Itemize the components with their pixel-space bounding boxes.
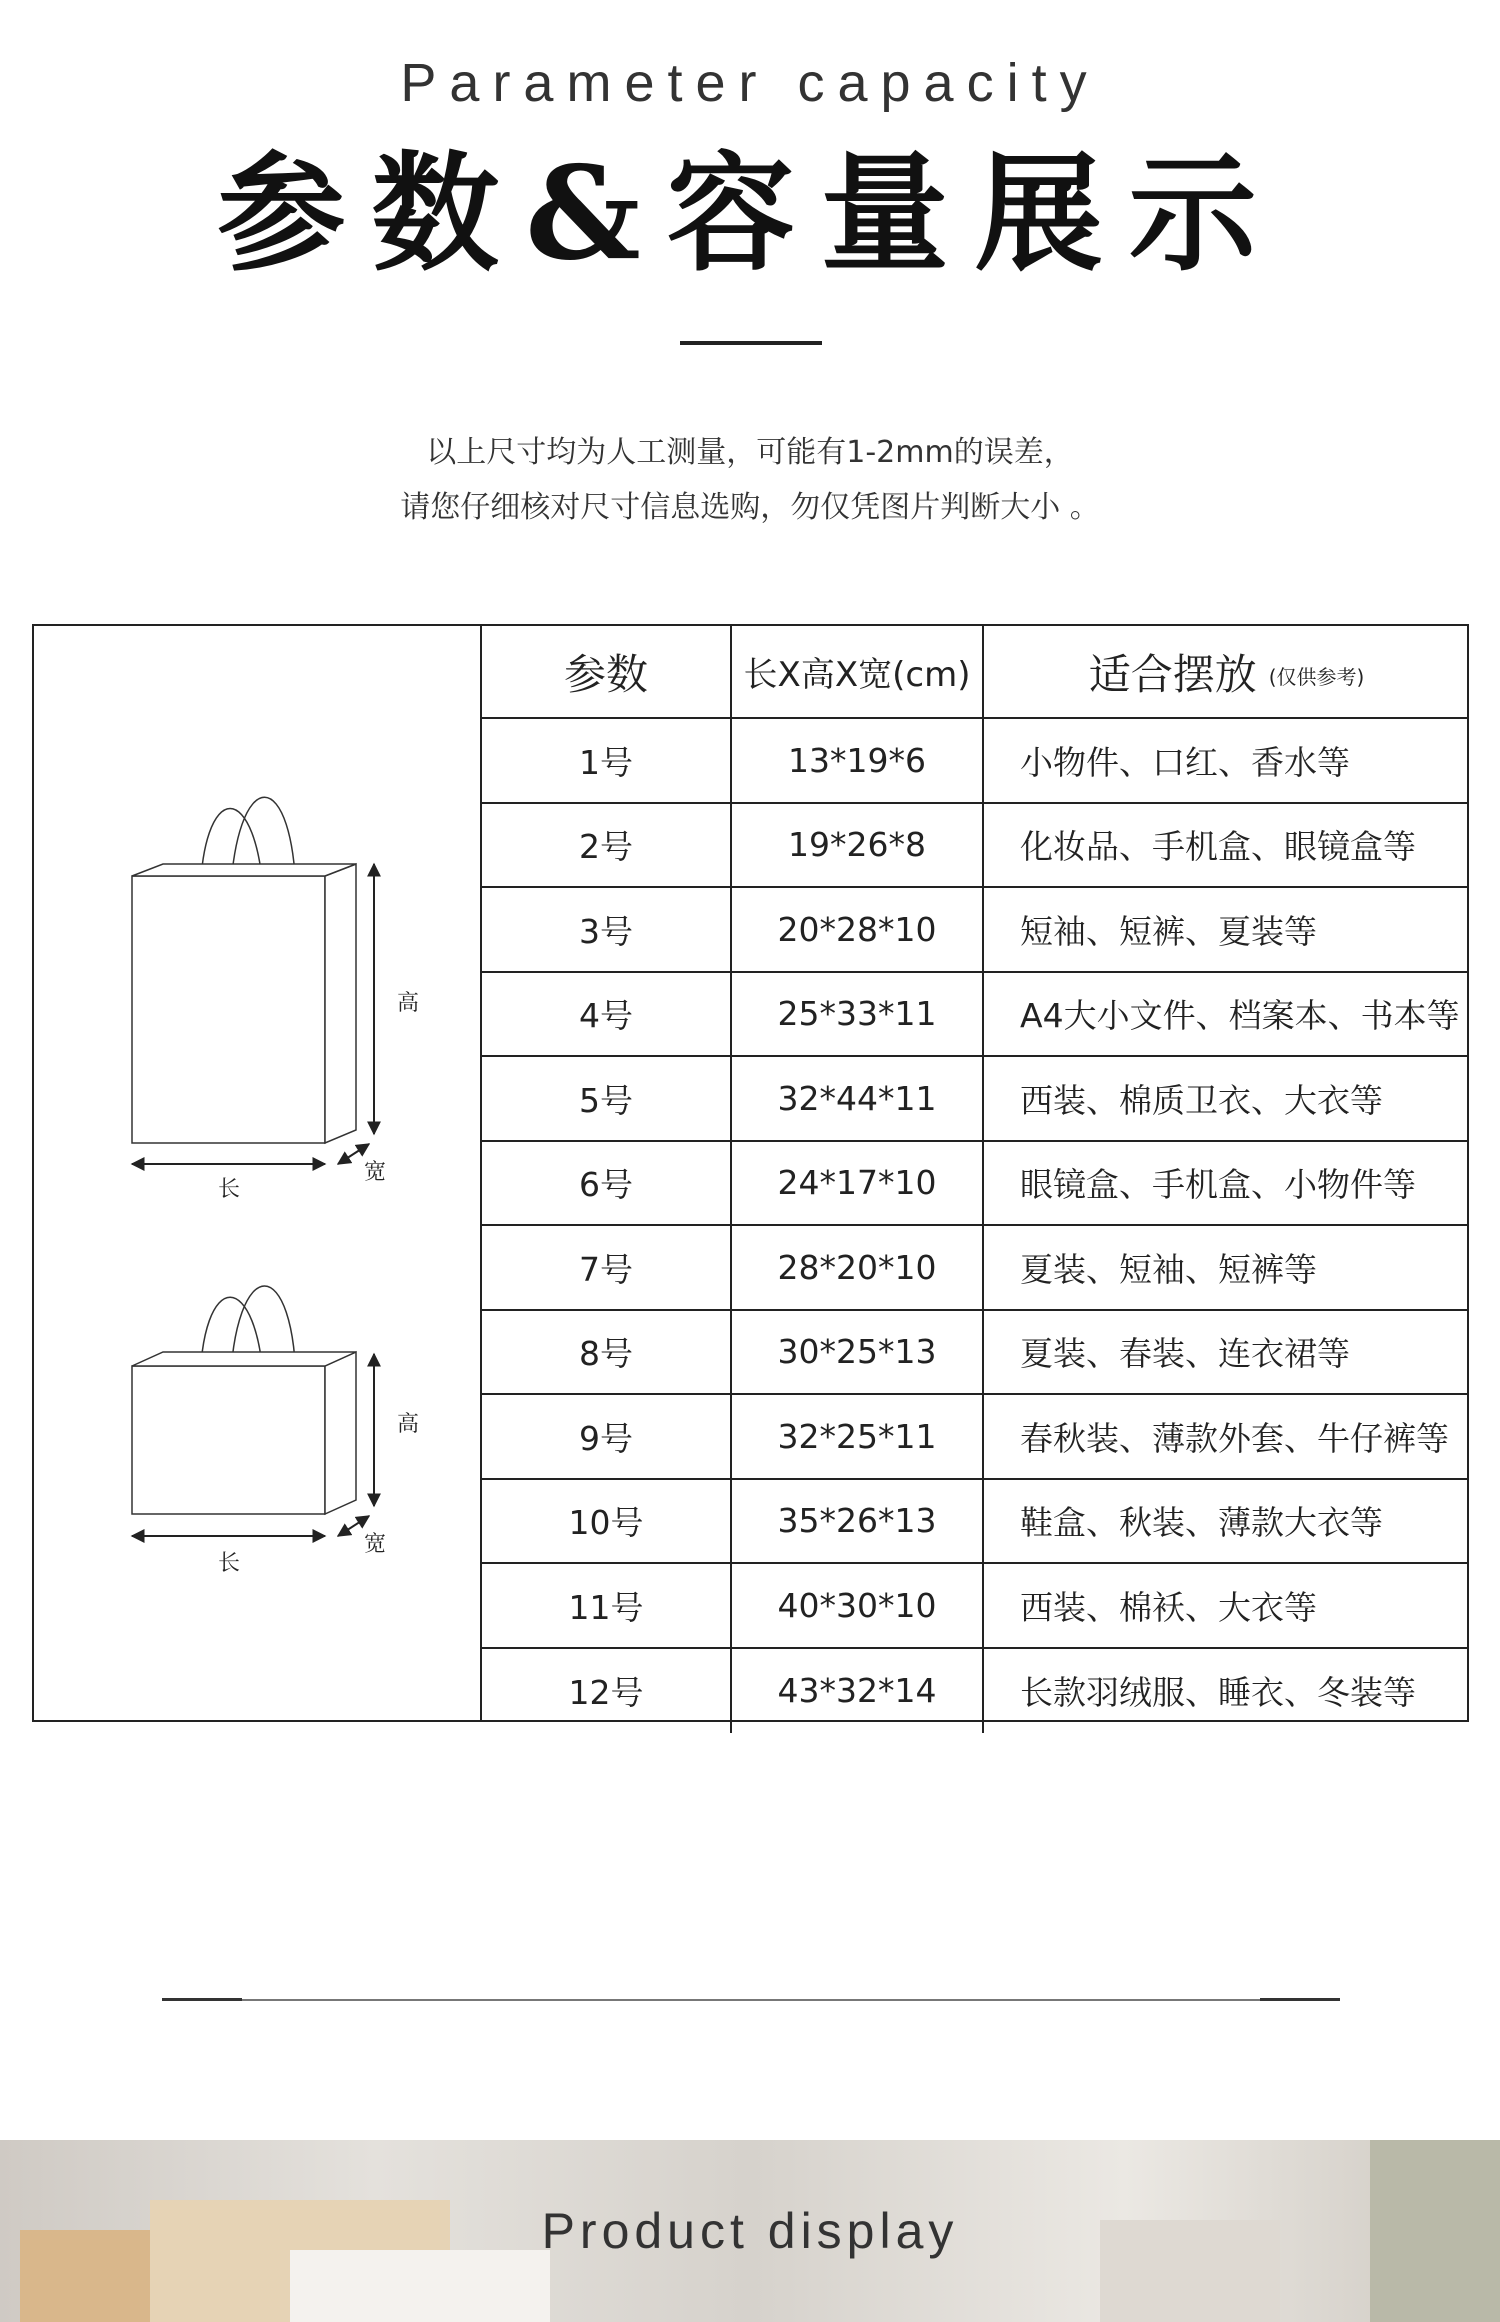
row-size: 7号 (482, 1226, 732, 1309)
row-size: 5号 (482, 1057, 732, 1140)
tall-bag-height-label: 高 (397, 991, 420, 1016)
row-use: 眼镜盒、手机盒、小物件等 (1020, 1165, 1416, 1205)
table-row (482, 1226, 1469, 1311)
table-header-row (482, 626, 1469, 719)
row-use: A4大小文件、档案本、书本等 (1020, 996, 1460, 1036)
row-size: 6号 (482, 1142, 732, 1225)
header-dimensions: 长X高X宽(cm) (732, 626, 984, 717)
wide-bag-side (325, 1352, 356, 1514)
row-dimensions: 20*28*10 (732, 888, 984, 971)
row-size: 8号 (482, 1311, 732, 1394)
title-chinese: 参数&容量展示 (217, 139, 1283, 289)
row-use: 春秋装、薄款外套、牛仔裤等 (1020, 1418, 1449, 1458)
row-dimensions: 19*26*8 (732, 804, 984, 887)
row-dimensions: 25*33*11 (732, 973, 984, 1056)
table-row (482, 1057, 1469, 1142)
row-use: 短袖、短裤、夏装等 (1020, 911, 1317, 951)
row-size: 2号 (482, 804, 732, 887)
bag-diagram-cell (34, 626, 482, 1720)
row-use: 夏装、短袖、短裤等 (1020, 1249, 1317, 1289)
title-divider (680, 341, 822, 345)
tall-bag-diagram (132, 797, 374, 1164)
table-row (482, 1311, 1469, 1396)
tall-bag-top (132, 864, 356, 876)
row-use: 西装、棉质卫衣、大衣等 (1020, 1080, 1383, 1120)
row-size: 3号 (482, 888, 732, 971)
wide-bag-length-label: 长 (218, 1551, 241, 1576)
tall-bag-side (325, 864, 356, 1143)
title-english: Parameter capacity (400, 53, 1100, 113)
table-row (482, 973, 1469, 1058)
row-dimensions: 24*17*10 (732, 1142, 984, 1225)
row-size: 9号 (482, 1395, 732, 1478)
row-dimensions: 13*19*6 (732, 719, 984, 802)
measurement-note (0, 425, 1500, 535)
row-size: 1号 (482, 719, 732, 802)
row-size: 4号 (482, 973, 732, 1056)
table-row (482, 1564, 1469, 1649)
row-size: 11号 (482, 1564, 732, 1647)
wide-bag-top (132, 1352, 356, 1366)
row-dimensions: 32*44*11 (732, 1057, 984, 1140)
table-row (482, 804, 1469, 889)
row-dimensions: 40*30*10 (732, 1564, 984, 1647)
header-use (984, 626, 1469, 717)
row-size: 12号 (482, 1649, 732, 1734)
header-size: 参数 (482, 626, 732, 717)
table-row (482, 1649, 1469, 1734)
wide-bag-height-label: 高 (397, 1412, 420, 1437)
section-divider (162, 1999, 1340, 2001)
table-row (482, 1395, 1469, 1480)
bag-diagrams (34, 626, 480, 1720)
table-row (482, 1480, 1469, 1565)
note-line-2: 请您仔细核对尺寸信息选购，勿仅凭图片判断大小 。 (400, 490, 1100, 525)
size-grid (482, 626, 1469, 1733)
row-dimensions: 28*20*10 (732, 1226, 984, 1309)
product-display-title: Product display (541, 2203, 959, 2259)
row-use: 化妆品、手机盒、眼镜盒等 (1020, 827, 1416, 867)
note-line-1: 以上尺寸均为人工测量，可能有1-2mm的误差， (426, 435, 1074, 470)
wide-bag-front (132, 1366, 325, 1514)
row-size: 10号 (482, 1480, 732, 1563)
header-use-label: 适合摆放 (1088, 649, 1257, 699)
row-use: 夏装、春装、连衣裙等 (1020, 1334, 1350, 1374)
row-use: 长款羽绒服、睡衣、冬装等 (1020, 1673, 1416, 1713)
row-dimensions: 32*25*11 (732, 1395, 984, 1478)
row-dimensions: 43*32*14 (732, 1649, 984, 1734)
row-use: 西装、棉袄、大衣等 (1020, 1587, 1317, 1627)
table-row (482, 1142, 1469, 1227)
row-dimensions: 35*26*13 (732, 1480, 984, 1563)
wide-bag-diagram (132, 1286, 374, 1536)
row-dimensions: 30*25*13 (732, 1311, 984, 1394)
wide-bag-width-label: 宽 (364, 1532, 387, 1557)
table-row (482, 719, 1469, 804)
tall-bag-width-label: 宽 (364, 1160, 387, 1185)
table-row (482, 888, 1469, 973)
row-use: 小物件、口红、香水等 (1020, 742, 1350, 782)
row-use: 鞋盒、秋装、薄款大衣等 (1020, 1503, 1383, 1543)
tall-bag-length-label: 长 (218, 1177, 241, 1202)
white-bag-photo (290, 2250, 550, 2322)
header-use-note: (仅供参考) (1268, 665, 1365, 689)
tall-bag-front (132, 876, 325, 1143)
size-table (32, 624, 1469, 1722)
